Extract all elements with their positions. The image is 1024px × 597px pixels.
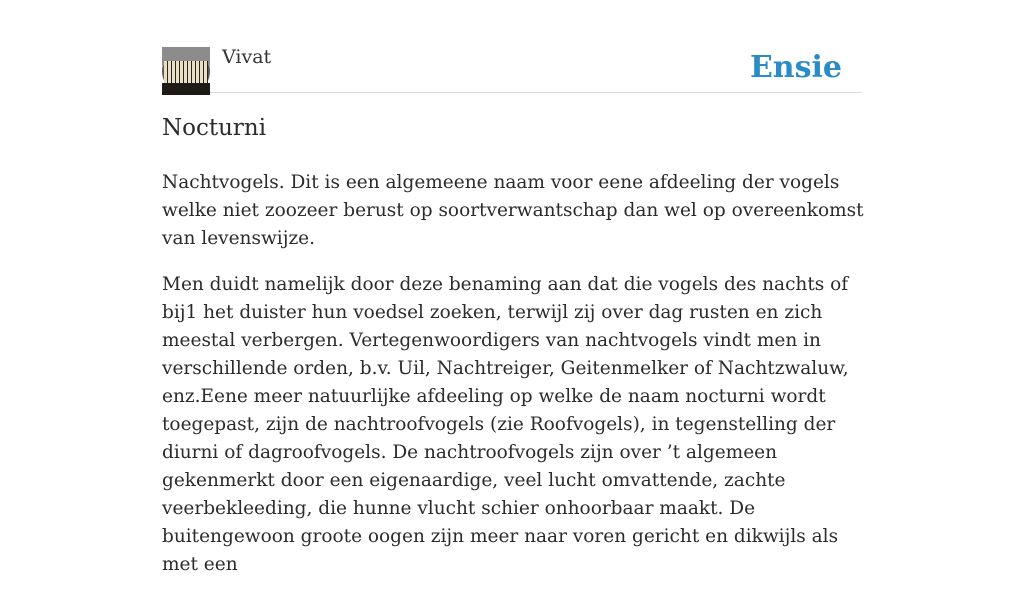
article-body <box>162 169 866 597</box>
author-name[interactable]: Vivat <box>222 46 272 68</box>
paragraph: Men duidt namelijk door deze benaming aan dat die vogels des nachts of bij1 het duister hun voedsel zoeken, terwijl zij over dag rusten en zich meestal verbergen. Vertegenwoordigers van nachtvogels vindt men in verschillende orden, b.v. Uil, Nachtreiger, Geitenmelker of Nachtzwaluw, enz.Eene meer natuurlijke afdeeling op welke de naam nocturni wordt toegepast, zijn de nachtroofvogels (zie Roofvogels), in tegenstelling der diurni of dagroofvogels. De nachtroofvogels zijn over ’t algemeen gekenmerkt door een eigenaardige, veel lucht omvattende, zachte veerbekleeding, die hunne vlucht schier onhoorbaar maakt. De buitengewoon groote oogen zijn meer naar voren gericht en dikwijls als met een <box>162 274 849 575</box>
page-title: Nocturni <box>162 115 267 141</box>
brand-logo[interactable]: Ensie <box>749 50 842 85</box>
page-header <box>162 0 862 93</box>
piano-keys-image <box>164 61 208 83</box>
avatar[interactable] <box>162 47 210 95</box>
paragraph: Nachtvogels. Dit is een algemeene naam voor eene afdeeling der vogels welke niet zoozeer berust op soortverwantschap dan wel op overeenkomst van levenswijze. <box>162 172 864 249</box>
page-container <box>162 0 864 575</box>
